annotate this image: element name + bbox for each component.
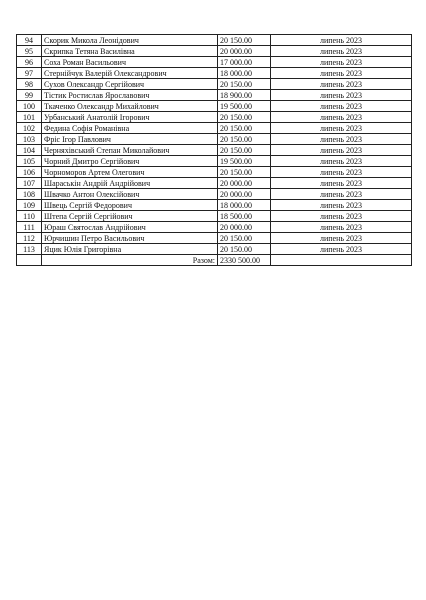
total-label: Разом:	[42, 255, 218, 266]
employee-name: Федина Софія Романівна	[42, 123, 218, 134]
payment-amount: 20 000.00	[218, 222, 271, 233]
table-row	[17, 123, 412, 134]
table-row	[17, 134, 412, 145]
row-number: 94	[17, 35, 42, 46]
payment-amount: 17 000.00	[218, 57, 271, 68]
payment-period: липень 2023	[271, 189, 412, 200]
payment-period: липень 2023	[271, 233, 412, 244]
payment-amount: 20 000.00	[218, 46, 271, 57]
payment-amount: 20 150.00	[218, 35, 271, 46]
payment-amount: 18 000.00	[218, 68, 271, 79]
payment-amount: 20 150.00	[218, 123, 271, 134]
row-number: 97	[17, 68, 42, 79]
payment-period: липень 2023	[271, 145, 412, 156]
payment-amount: 20 000.00	[218, 189, 271, 200]
payroll-table-body	[17, 35, 412, 255]
payment-period: липень 2023	[271, 35, 412, 46]
payment-amount: 20 150.00	[218, 167, 271, 178]
table-row	[17, 200, 412, 211]
table-row	[17, 35, 412, 46]
payment-period: липень 2023	[271, 101, 412, 112]
table-row	[17, 211, 412, 222]
row-number: 109	[17, 200, 42, 211]
employee-name: Черняхівський Степан Миколайович	[42, 145, 218, 156]
payment-period: липень 2023	[271, 167, 412, 178]
table-row	[17, 244, 412, 255]
employee-name: Штепа Сергій Сергійович	[42, 211, 218, 222]
total-row-period-cell	[271, 255, 412, 266]
table-row	[17, 79, 412, 90]
row-number: 99	[17, 90, 42, 101]
row-number: 98	[17, 79, 42, 90]
row-number: 108	[17, 189, 42, 200]
table-row	[17, 178, 412, 189]
payment-amount: 20 150.00	[218, 112, 271, 123]
table-row	[17, 145, 412, 156]
row-number: 95	[17, 46, 42, 57]
row-number: 111	[17, 222, 42, 233]
payment-amount: 18 000.00	[218, 200, 271, 211]
payment-period: липень 2023	[271, 178, 412, 189]
payment-period: липень 2023	[271, 211, 412, 222]
row-number: 110	[17, 211, 42, 222]
row-number: 101	[17, 112, 42, 123]
payment-period: липень 2023	[271, 79, 412, 90]
table-row	[17, 167, 412, 178]
payment-period: липень 2023	[271, 134, 412, 145]
total-row	[17, 255, 412, 266]
table-row	[17, 233, 412, 244]
total-amount: 2330 500.00	[218, 255, 271, 266]
employee-name: Юрчишин Петро Васильович	[42, 233, 218, 244]
payment-amount: 18 500.00	[218, 211, 271, 222]
employee-name: Сухов Олександр Сергійович	[42, 79, 218, 90]
payment-amount: 20 150.00	[218, 244, 271, 255]
payment-period: липень 2023	[271, 156, 412, 167]
employee-name: Юраш Святослав Андрійович	[42, 222, 218, 233]
payment-period: липень 2023	[271, 90, 412, 101]
payment-period: липень 2023	[271, 200, 412, 211]
employee-name: Фріс Ігор Павлович	[42, 134, 218, 145]
payment-period: липень 2023	[271, 123, 412, 134]
row-number: 104	[17, 145, 42, 156]
row-number: 107	[17, 178, 42, 189]
table-row	[17, 46, 412, 57]
employee-name: Шараськін Андрій Андрійович	[42, 178, 218, 189]
employee-name: Тістик Ростислав Ярославович	[42, 90, 218, 101]
row-number: 103	[17, 134, 42, 145]
payment-period: липень 2023	[271, 46, 412, 57]
employee-name: Урбанський Анатолій Ігорович	[42, 112, 218, 123]
employee-name: Скорик Микола Леонідович	[42, 35, 218, 46]
row-number: 96	[17, 57, 42, 68]
employee-name: Яцик Юлія Григорівна	[42, 244, 218, 255]
payment-amount: 20 150.00	[218, 79, 271, 90]
payment-period: липень 2023	[271, 222, 412, 233]
employee-name: Соха Роман Васильович	[42, 57, 218, 68]
payment-period: липень 2023	[271, 57, 412, 68]
row-number: 112	[17, 233, 42, 244]
row-number: 102	[17, 123, 42, 134]
payment-amount: 18 900.00	[218, 90, 271, 101]
payment-period: липень 2023	[271, 112, 412, 123]
employee-name: Швець Сергій Федорович	[42, 200, 218, 211]
table-row	[17, 68, 412, 79]
employee-name: Чорноморов Артем Олегович	[42, 167, 218, 178]
payment-amount: 20 150.00	[218, 233, 271, 244]
table-row	[17, 101, 412, 112]
row-number: 100	[17, 101, 42, 112]
employee-name: Чорний Дмитро Сергійович	[42, 156, 218, 167]
payment-amount: 20 150.00	[218, 145, 271, 156]
payment-amount: 19 500.00	[218, 101, 271, 112]
table-row	[17, 112, 412, 123]
payment-period: липень 2023	[271, 244, 412, 255]
table-row	[17, 189, 412, 200]
employee-name: Стернійчук Валерій Олександрович	[42, 68, 218, 79]
payment-amount: 19 500.00	[218, 156, 271, 167]
table-row	[17, 156, 412, 167]
payment-amount: 20 150.00	[218, 134, 271, 145]
payroll-table	[16, 34, 412, 266]
table-row	[17, 57, 412, 68]
employee-name: Ткаченко Олександр Михайлович	[42, 101, 218, 112]
payment-amount: 20 000.00	[218, 178, 271, 189]
row-number: 106	[17, 167, 42, 178]
employee-name: Швачко Антон Олексійович	[42, 189, 218, 200]
row-number: 113	[17, 244, 42, 255]
table-row	[17, 90, 412, 101]
row-number: 105	[17, 156, 42, 167]
employee-name: Скрипка Тетяна Василівна	[42, 46, 218, 57]
total-row-empty-cell	[17, 255, 42, 266]
payment-period: липень 2023	[271, 68, 412, 79]
table-row	[17, 222, 412, 233]
